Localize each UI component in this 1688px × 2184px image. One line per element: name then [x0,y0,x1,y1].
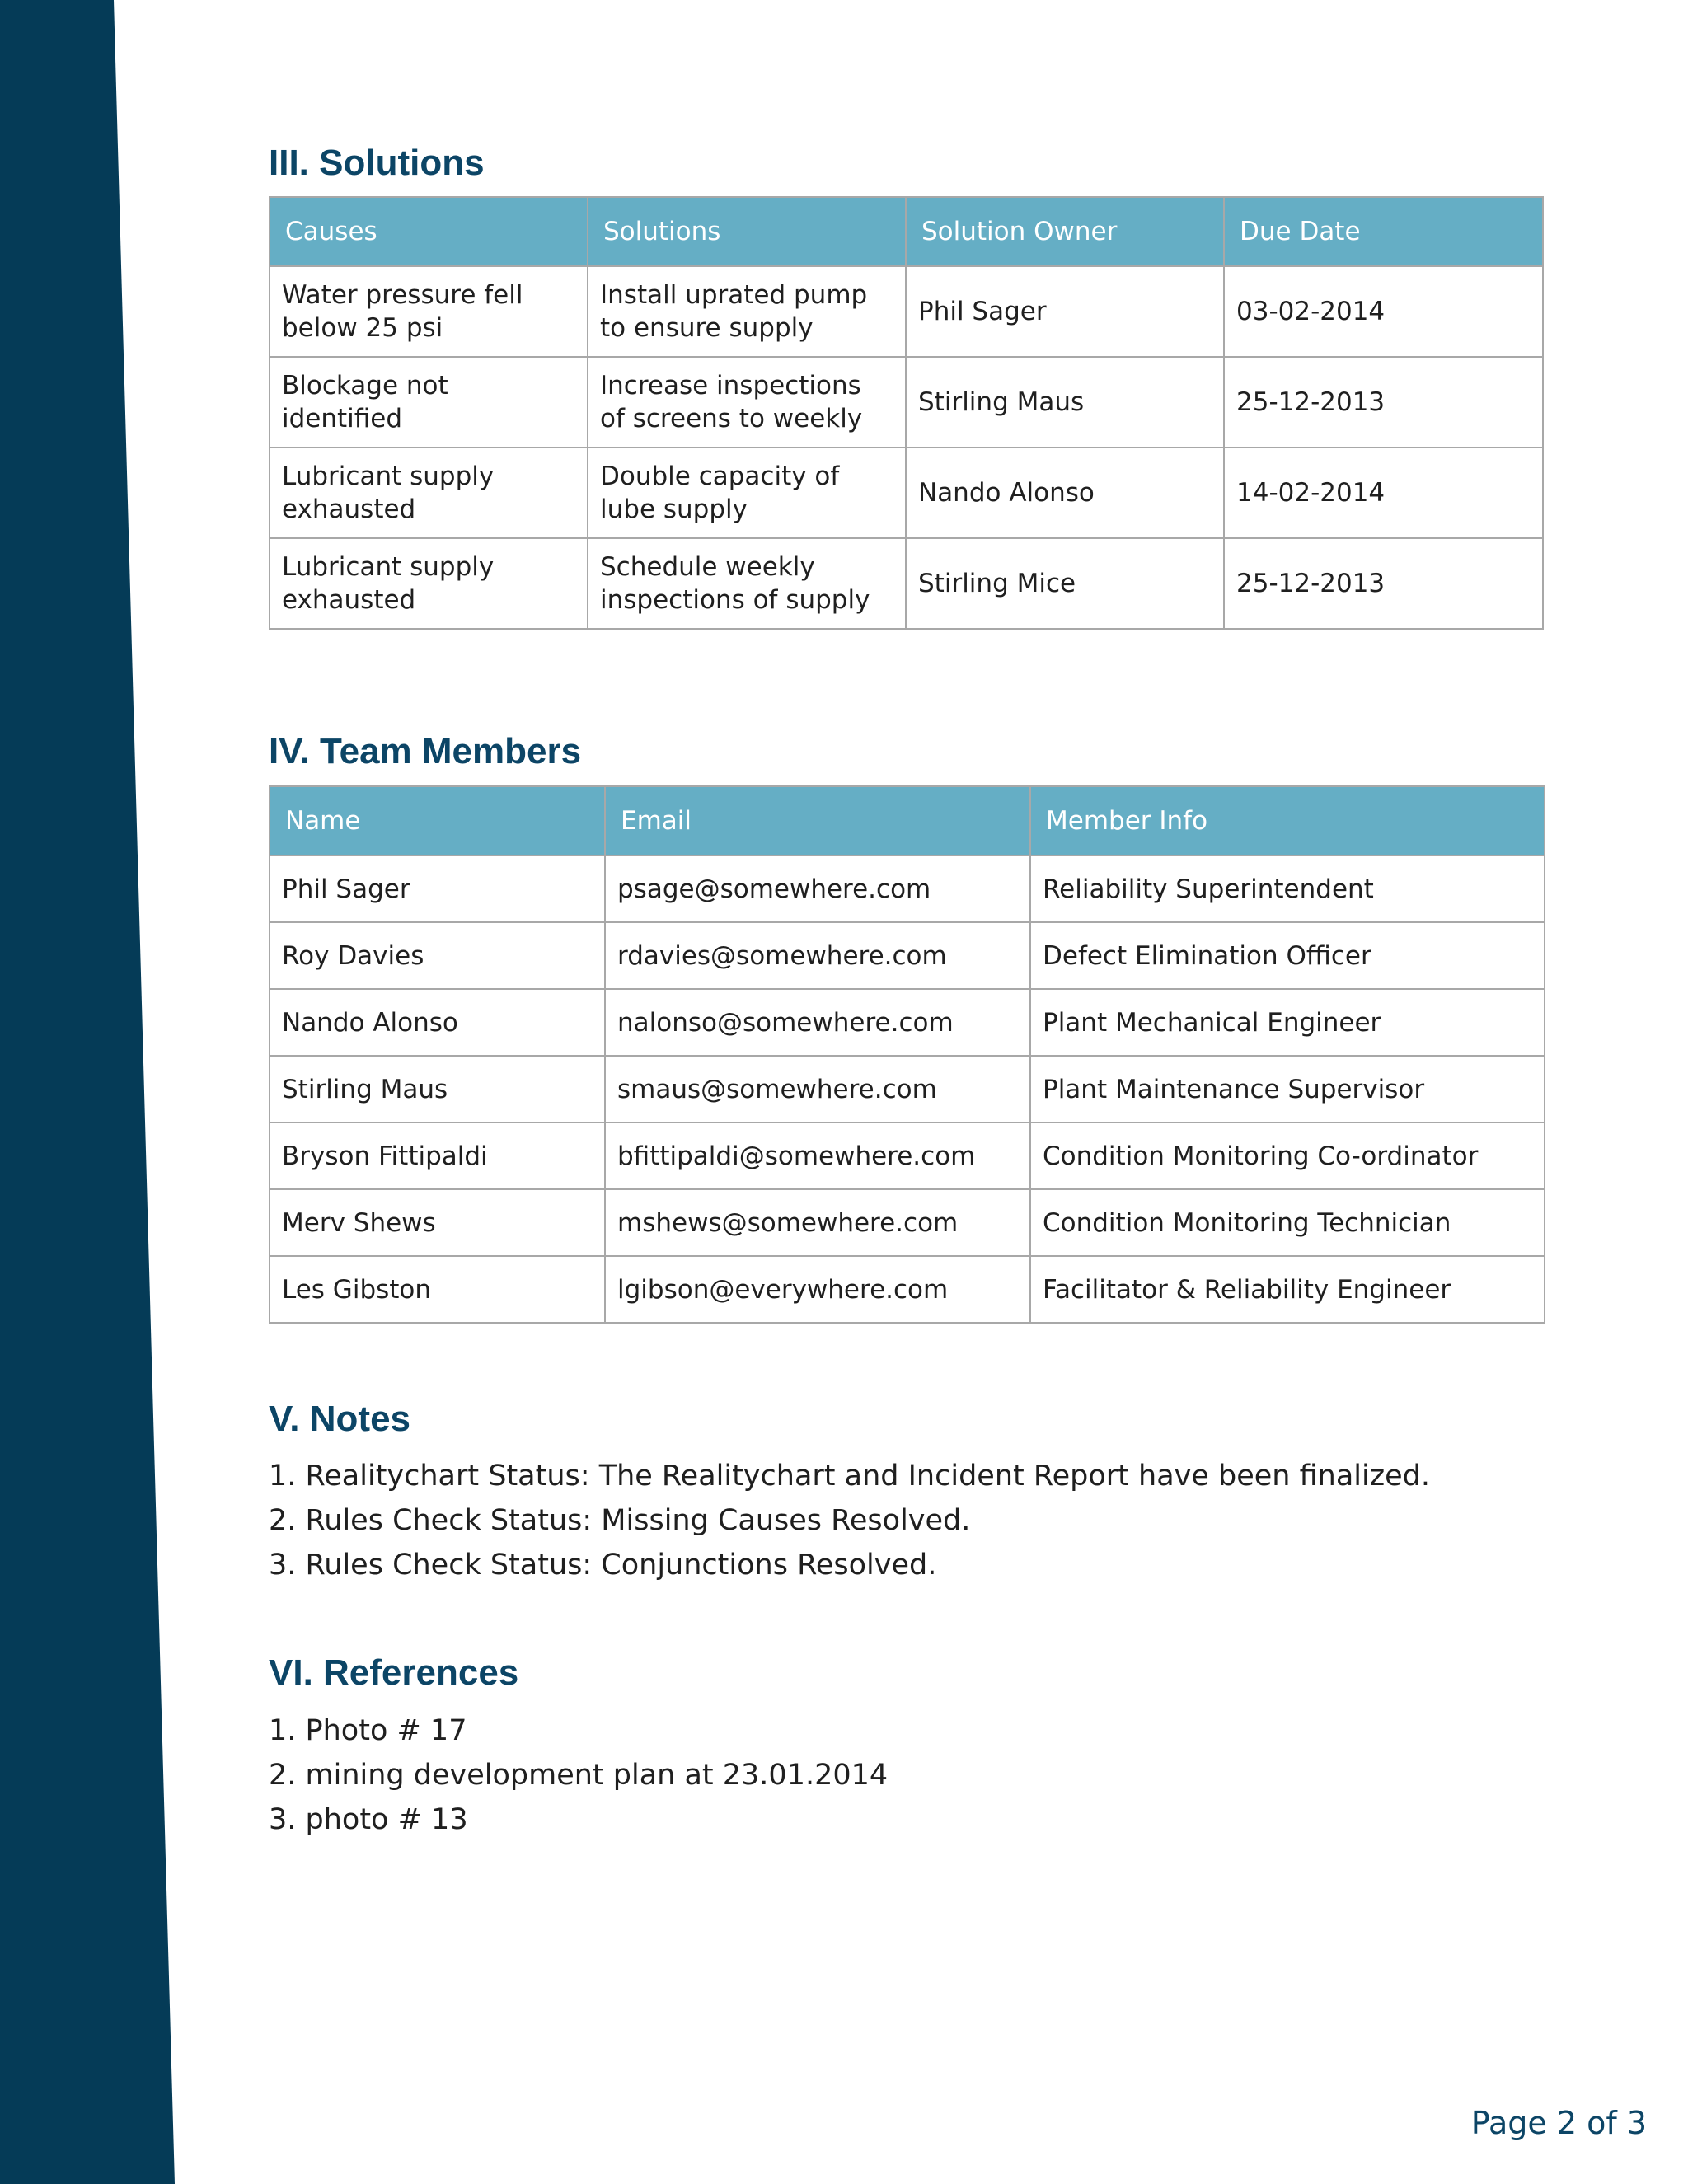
references-heading: VI. References [269,1652,519,1693]
member-name-cell: Stirling Maus [270,1056,605,1122]
list-item: 1. Realitychart Status: The Realitychart and Incident Report have been finalized. [269,1460,1430,1493]
due-date-cell: 14-02-2014 [1224,448,1543,538]
list-item: 3. Rules Check Status: Conjunctions Resolved. [269,1549,937,1582]
due-date-cell: 25-12-2013 [1224,357,1543,448]
page-number: Page 2 of 3 [1470,2105,1647,2141]
member-info-cell: Facilitator & Reliability Engineer [1030,1256,1545,1323]
member-email-cell: rdavies@somewhere.com [605,922,1030,989]
notes-list [269,1454,1430,1587]
team-heading: IV. Team Members [269,731,582,771]
member-email-cell: bfittipaldi@somewhere.com [605,1122,1030,1189]
solution-cell: Double capacity of lube supply [588,448,906,538]
column-header: Email [605,786,1030,855]
table-row [270,855,1545,922]
solution-cell: Schedule weekly inspections of supply [588,538,906,629]
table-row [270,357,1543,448]
references-list [269,1708,888,1842]
member-email-cell: smaus@somewhere.com [605,1056,1030,1122]
table-row [270,448,1543,538]
solution-cell: Install uprated pump to ensure supply [588,266,906,357]
table-row [270,1256,1545,1323]
list-item: 1. Photo # 17 [269,1714,467,1747]
solution-cell: Increase inspections of screens to weekly [588,357,906,448]
table-header-row [270,197,1543,266]
member-email-cell: nalonso@somewhere.com [605,989,1030,1056]
member-email-cell: psage@somewhere.com [605,855,1030,922]
cause-cell: Lubricant supply exhausted [270,448,588,538]
member-name-cell: Bryson Fittipaldi [270,1122,605,1189]
table-row [270,1189,1545,1256]
column-header: Name [270,786,605,855]
table-row [270,1056,1545,1122]
owner-cell: Nando Alonso [906,448,1224,538]
list-item: 2. Rules Check Status: Missing Causes Resolved. [269,1504,971,1537]
member-name-cell: Roy Davies [270,922,605,989]
table-header-row [270,786,1545,855]
cause-cell: Lubricant supply exhausted [270,538,588,629]
owner-cell: Phil Sager [906,266,1224,357]
owner-cell: Stirling Mice [906,538,1224,629]
due-date-cell: 03-02-2014 [1224,266,1543,357]
table-row [270,1122,1545,1189]
column-header: Causes [270,197,588,266]
cause-cell: Water pressure fell below 25 psi [270,266,588,357]
member-name-cell: Merv Shews [270,1189,605,1256]
member-name-cell: Les Gibston [270,1256,605,1323]
table-row [270,538,1543,629]
column-header: Solutions [588,197,906,266]
member-name-cell: Phil Sager [270,855,605,922]
column-header: Member Info [1030,786,1545,855]
member-info-cell: Plant Maintenance Supervisor [1030,1056,1545,1122]
member-email-cell: mshews@somewhere.com [605,1189,1030,1256]
owner-cell: Stirling Maus [906,357,1224,448]
notes-heading: V. Notes [269,1399,411,1439]
member-info-cell: Plant Mechanical Engineer [1030,989,1545,1056]
table-row [270,266,1543,357]
list-item: 2. mining development plan at 23.01.2014 [269,1759,889,1792]
member-email-cell: lgibson@everywhere.com [605,1256,1030,1323]
member-info-cell: Reliability Superintendent [1030,855,1545,922]
member-info-cell: Condition Monitoring Technician [1030,1189,1545,1256]
solutions-table [269,196,1544,630]
column-header: Due Date [1224,197,1543,266]
member-info-cell: Condition Monitoring Co-ordinator [1030,1122,1545,1189]
team-members-table [269,785,1545,1324]
column-header: Solution Owner [906,197,1224,266]
member-info-cell: Defect Elimination Officer [1030,922,1545,989]
table-row [270,922,1545,989]
solutions-heading: III. Solutions [269,143,485,183]
due-date-cell: 25-12-2013 [1224,538,1543,629]
table-row [270,989,1545,1056]
cause-cell: Blockage not identified [270,357,588,448]
member-name-cell: Nando Alonso [270,989,605,1056]
list-item: 3. photo # 13 [269,1803,468,1836]
